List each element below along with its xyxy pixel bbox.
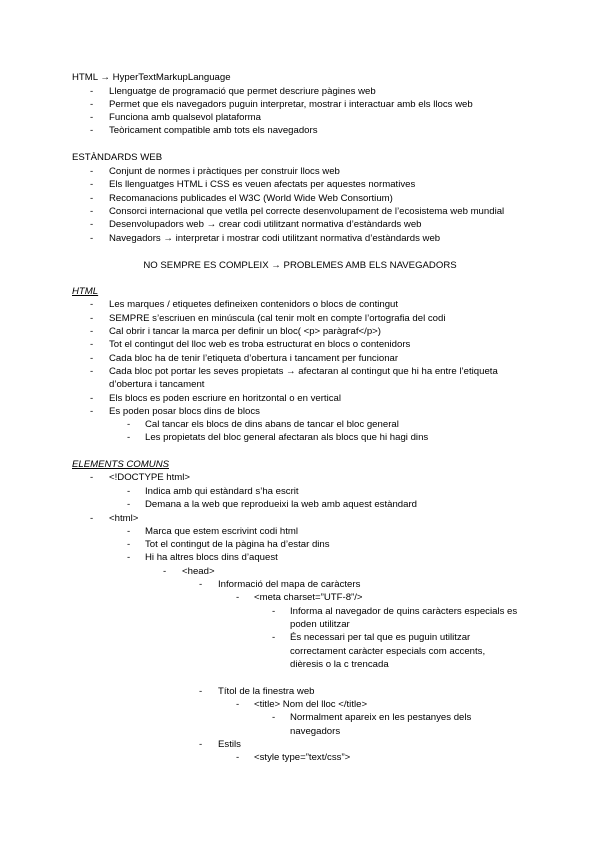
sub-list-item: Demana a la web que reprodueixi la web amb aquest estàndard xyxy=(145,499,417,510)
list-bullet: - xyxy=(90,313,94,324)
list-bullet: - xyxy=(90,472,94,483)
list-item: Consorci internacional que vetlla pel correcte desenvolupament de l’ecosistema web mundial xyxy=(109,206,505,217)
charset-info-item: Informació del mapa de caràcters xyxy=(218,579,361,590)
list-bullet: - xyxy=(90,406,94,417)
styles-info-item: Estils xyxy=(218,739,241,750)
list-bullet: - xyxy=(199,686,203,697)
meta-list-item: Informa al navegador de quins caràcters especials es xyxy=(290,606,518,617)
list-bullet: - xyxy=(90,366,94,377)
sub-list-item: Tot el contingut de la pàgina ha d’estar dins xyxy=(145,539,330,550)
list-bullet: - xyxy=(90,86,94,97)
style-tag-item: <style type=”text/css”> xyxy=(254,752,351,763)
list-item: Desenvolupadors web → crear codi utilitzant normativa d’estàndards web xyxy=(109,219,422,230)
list-item: Funciona amb qualsevol plataforma xyxy=(109,112,261,123)
list-bullet: - xyxy=(199,579,203,590)
list-bullet: - xyxy=(127,419,131,430)
meta-list-item-continuation: dièresis o la c trencada xyxy=(290,659,389,670)
list-item: SEMPRE s’escriuen en minúscula (cal tenir molt en compte l’ortografia del codi xyxy=(109,313,446,324)
sub-list-item: Hi ha altres blocs dins d’aquest xyxy=(145,552,278,563)
list-bullet: - xyxy=(272,606,276,617)
list-bullet: - xyxy=(90,339,94,350)
list-bullet: - xyxy=(127,432,131,443)
doctype-item: <!DOCTYPE html> xyxy=(109,472,191,483)
list-bullet: - xyxy=(236,699,240,710)
list-bullet: - xyxy=(90,219,94,230)
list-item: Cada bloc ha de tenir l’etiqueta d’obertura i tancament per funcionar xyxy=(109,353,399,364)
list-bullet: - xyxy=(90,125,94,136)
standards-note: NO SEMPRE ES COMPLEIX → PROBLEMES AMB ELS NAVEGADORS xyxy=(143,260,457,271)
list-bullet: - xyxy=(90,353,94,364)
list-bullet: - xyxy=(127,486,131,497)
sub-list-item: Cal tancar els blocs de dins abans de tancar el bloc general xyxy=(145,419,399,430)
list-bullet: - xyxy=(127,526,131,537)
list-item: Conjunt de normes i pràctiques per construir llocs web xyxy=(109,166,340,177)
list-bullet: - xyxy=(90,112,94,123)
list-bullet: - xyxy=(90,513,94,524)
list-bullet: - xyxy=(90,166,94,177)
head-tag-item: <head> xyxy=(182,566,215,577)
html-section-title: HTML → HyperTextMarkupLanguage xyxy=(72,72,231,83)
meta-list-item: És necessari per tal que es puguin utilitzar xyxy=(290,632,471,643)
list-bullet: - xyxy=(90,299,94,310)
list-bullet: - xyxy=(127,539,131,550)
list-bullet: - xyxy=(90,179,94,190)
sub-list-item: Les propietats del bloc general afectaran als blocs que hi hagi dins xyxy=(145,432,429,443)
html-tag-item: <html> xyxy=(109,513,139,524)
list-bullet: - xyxy=(236,752,240,763)
list-bullet: - xyxy=(90,206,94,217)
list-item: Cada bloc pot portar les seves propietats → afectaran al contingut que hi ha entre l’etiqueta xyxy=(109,366,498,377)
meta-list-item-continuation: correctament caràcter especials com accents, xyxy=(290,646,486,657)
standards-section-title: ESTÀNDARDS WEB xyxy=(72,152,163,163)
list-item: Permet que els navegadors puguin interpretar, mostrar i interactuar amb els llocs web xyxy=(109,99,473,110)
list-item: Navegadors → interpretar i mostrar codi utilitzant normativa d’estàndards web xyxy=(109,233,441,244)
list-item: Els llenguatges HTML i CSS es veuen afectats per aquestes normatives xyxy=(109,179,416,190)
list-item: Cal obrir i tancar la marca per definir un bloc( <p> paràgraf</p>) xyxy=(109,326,381,337)
list-bullet: - xyxy=(163,566,167,577)
common-elements-title: ELEMENTS COMUNS xyxy=(72,459,170,470)
list-bullet: - xyxy=(90,233,94,244)
sub-list-item: Indica amb qui estàndard s’ha escrit xyxy=(145,486,299,497)
list-bullet: - xyxy=(272,632,276,643)
title-list-item-continuation: navegadors xyxy=(290,726,341,737)
list-bullet: - xyxy=(272,712,276,723)
title-list-item: Normalment apareix en les pestanyes dels xyxy=(290,712,472,723)
list-bullet: - xyxy=(90,393,94,404)
list-bullet: - xyxy=(127,499,131,510)
list-item: Tot el contingut del lloc web es troba estructurat en blocs o contenidors xyxy=(109,339,411,350)
list-item: Les marques / etiquetes defineixen contenidors o blocs de contingut xyxy=(109,299,399,310)
meta-tag-item: <meta charset=”UTF-8”/> xyxy=(254,592,363,603)
list-item: Es poden posar blocs dins de blocs xyxy=(109,406,260,417)
list-bullet: - xyxy=(90,193,94,204)
title-info-item: Títol de la finestra web xyxy=(218,686,315,697)
list-item: Els blocs es poden escriure en horitzontal o en vertical xyxy=(109,393,341,404)
list-bullet: - xyxy=(90,99,94,110)
list-bullet: - xyxy=(236,592,240,603)
list-bullet: - xyxy=(90,326,94,337)
list-bullet: - xyxy=(199,739,203,750)
list-item-continuation: d’obertura i tancament xyxy=(109,379,205,390)
list-bullet: - xyxy=(127,552,131,563)
meta-list-item-continuation: poden utilitzar xyxy=(290,619,350,630)
sub-list-item: Marca que estem escrivint codi html xyxy=(145,526,299,537)
list-item: Teòricament compatible amb tots els navegadors xyxy=(109,125,318,136)
list-item: Recomanacions publicades el W3C (World Wide Web Consortium) xyxy=(109,193,393,204)
list-item: Llenguatge de programació que permet descriure pàgines web xyxy=(109,86,376,97)
title-tag-item: <title> Nom del lloc </title> xyxy=(254,699,368,710)
html-rules-title: HTML xyxy=(72,286,99,297)
